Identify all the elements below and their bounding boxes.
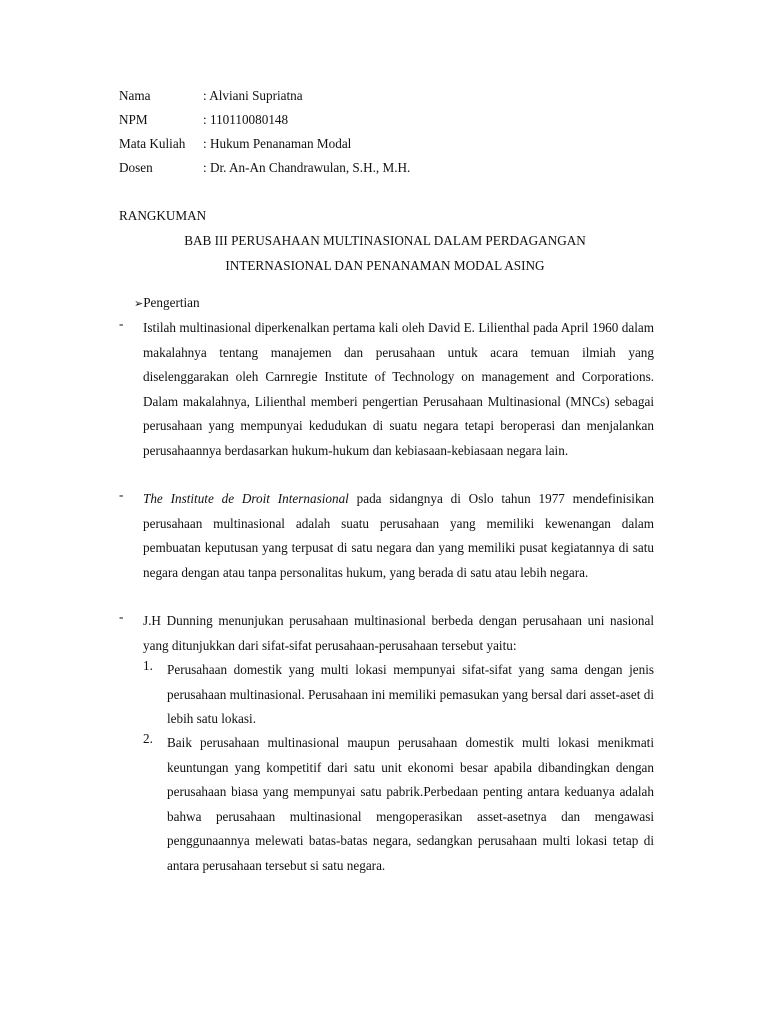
- meta-label: Dosen: [119, 160, 153, 175]
- meta-value: : Hukum Penanaman Modal: [203, 136, 352, 151]
- numbered-item: [143, 658, 654, 732]
- dash-bullet: -: [119, 316, 124, 331]
- meta-label: Nama: [119, 88, 151, 103]
- subheading-text: Pengertian: [143, 295, 200, 310]
- meta-value: : Alviani Supriatna: [203, 88, 303, 103]
- arrow-bullet-icon: ➢: [134, 298, 144, 310]
- meta-row-nama: [119, 86, 410, 110]
- bullet-item: [119, 487, 654, 585]
- bullet-item: [119, 316, 654, 463]
- institution-name: The Institute de Droit Internasional: [143, 491, 349, 506]
- meta-row-mata-kuliah: [119, 134, 410, 158]
- section-heading: RANGKUMAN: [119, 208, 207, 223]
- bullet-item: [119, 609, 654, 658]
- dash-bullet: -: [119, 487, 124, 502]
- numbered-item: [143, 731, 654, 878]
- chapter-title-line-1: BAB III PERUSAHAAN MULTINASIONAL DALAM PERDAGANGAN: [184, 233, 586, 248]
- meta-label: Mata Kuliah: [119, 136, 186, 151]
- meta-value: : Dr. An-An Chandrawulan, S.H., M.H.: [203, 160, 411, 175]
- student-info: [119, 86, 410, 182]
- meta-row-dosen: [119, 158, 410, 182]
- subheading: [134, 293, 200, 314]
- bullet-text-rest: pada sidangnya di Oslo tahun 1977 mendefinisikan perusahaan multinasional adalah suatu perusahaan yang memiliki kewenangan dalam pembuatan keputusan yang terpusat di satu negara dan yang memiliki pusat kegiatannya di satu negara dengan atau tanpa personalitas hukum, yang berada di satu atau lebih negara.: [143, 491, 654, 580]
- meta-value: : 110110080148: [203, 112, 289, 127]
- chapter-title-line-2: INTERNASIONAL DAN PENANAMAN MODAL ASING: [225, 258, 545, 273]
- meta-label: NPM: [119, 112, 148, 127]
- numbered-text: Baik perusahaan multinasional maupun perusahaan domestik multi lokasi menikmati keuntungan yang kompetitif dari satu unit ekonomi besar apabila dibandingkan dengan perusahaan biasa yang mempunyai satu pabrik.Perbedaan penting antara keduanya adalah bahwa perusahaan multinasional mengoperasikan asset-asetnya dan mengawasi penggunaannya melewati batas-batas negara, sedangkan perusahaan multi lokasi tetap di antara perusahaan tersebut si satu negara.: [167, 735, 654, 873]
- item-number: 1.: [143, 658, 153, 673]
- dash-bullet: -: [119, 609, 124, 624]
- bullet-text: Istilah multinasional diperkenalkan pertama kali oleh David E. Lilienthal pada April 1960 dalam makalahnya tentang manajemen dan perusahaan untuk acara temuan ilmiah yang diselenggarakan oleh Carnregie Institute of Technology on management and Corporations. Dalam makalahnya, Lilienthal memberi pengertian Perusahaan Multinasional (MNCs) sebagai perusahaan yang mempunyai kedudukan di suatu negara tetapi beroperasi dan menjalankan perusahaannya berdasarkan hukum-hukum dan kebiasaan-kebiasaan negara lain.: [143, 320, 654, 458]
- bullet-text: [143, 487, 654, 585]
- meta-row-npm: [119, 110, 410, 134]
- item-number: 2.: [143, 731, 153, 746]
- numbered-text: Perusahaan domestik yang multi lokasi mempunyai sifat-sifat yang sama dengan jenis perusahaan multinasional. Perusahaan ini memiliki pemasukan yang bersal dari asset-aset di lebih satu lokasi.: [167, 662, 654, 726]
- bullet-text: J.H Dunning menunjukan perusahaan multinasional berbeda dengan perusahaan uni nasional yang ditunjukkan dari sifat-sifat perusahaan-perusahaan tersebut yaitu:: [143, 613, 654, 653]
